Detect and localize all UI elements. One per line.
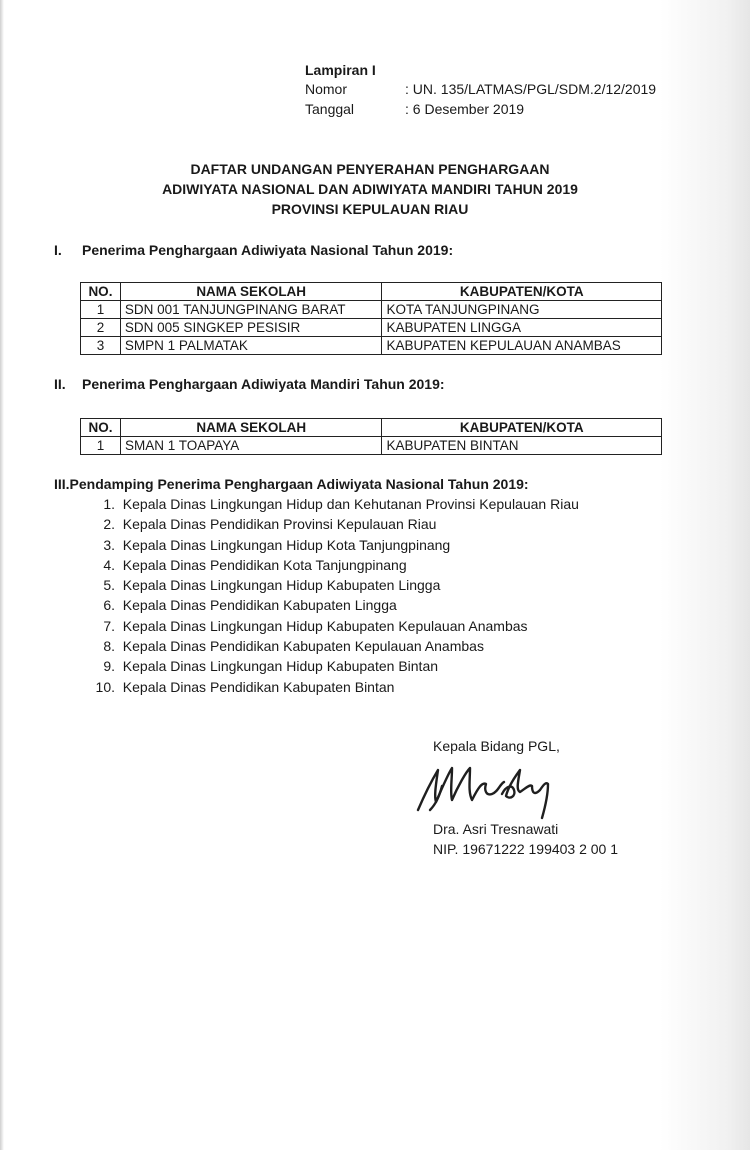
column-header-no: NO. <box>81 283 121 301</box>
list-item <box>88 575 579 595</box>
column-header-nama-sekolah: NAMA SEKOLAH <box>120 419 382 437</box>
list-number: 5. <box>103 577 115 594</box>
column-header-kabupaten-kota: KABUPATEN/KOTA <box>382 283 662 301</box>
title-line-3: PROVINSI KEPULAUAN RIAU <box>271 201 469 217</box>
signatory-position: Kepala Bidang PGL, <box>433 738 560 754</box>
cell-region: KABUPATEN LINGGA <box>382 319 662 337</box>
cell-region: KOTA TANJUNGPINANG <box>382 301 662 319</box>
table-header-row <box>81 419 662 437</box>
list-text: Kepala Dinas Lingkungan Hidup Kota Tanjungpinang <box>122 536 451 553</box>
cell-school: SMAN 1 TOAPAYA <box>120 437 382 455</box>
section-1-title: Penerima Penghargaan Adiwiyata Nasional Tahun 2019: <box>82 242 454 258</box>
cell-school: SMPN 1 PALMATAK <box>120 337 382 355</box>
list-item <box>88 677 579 697</box>
list-item <box>88 656 579 676</box>
list-text: Kepala Dinas Lingkungan Hidup Kabupaten Bintan <box>122 658 439 675</box>
table-header-row <box>81 283 662 301</box>
column-header-nama-sekolah: NAMA SEKOLAH <box>120 283 382 301</box>
section-2-title: Penerima Penghargaan Adiwiyata Mandiri Tahun 2019: <box>82 376 445 392</box>
list-item <box>88 555 579 575</box>
section-1-numeral: I. <box>54 242 62 258</box>
list-text: Kepala Dinas Lingkungan Hidup dan Kehutanan Provinsi Kepulauan Riau <box>122 496 579 512</box>
lampiran-label: Lampiran I <box>305 62 376 78</box>
section-2-heading <box>54 374 445 394</box>
title-line-1: DAFTAR UNDANGAN PENYERAHAN PENGHARGAAN <box>190 161 550 177</box>
table-nasional <box>80 282 662 355</box>
signatory-nip: NIP. 19671222 199403 2 00 1 <box>433 841 619 857</box>
nomor-value: : UN. 135/LATMAS/PGL/SDM.2/12/2019 <box>405 81 657 97</box>
tanggal-value: : 6 Desember 2019 <box>405 101 525 117</box>
list-text: Kepala Dinas Pendidikan Kabupaten Kepulauan Anambas <box>122 638 484 655</box>
list-text: Kepala Dinas Pendidikan Provinsi Kepulauan Riau <box>122 516 437 533</box>
list-number: 3. <box>103 536 115 553</box>
table-row <box>81 337 662 355</box>
list-item <box>88 636 579 656</box>
list-text: Kepala Dinas Pendidikan Kabupaten Lingga <box>122 597 397 614</box>
cell-no: 1 <box>81 301 121 319</box>
title-line-2: ADIWIYATA NASIONAL DAN ADIWIYATA MANDIRI TAHUN 2019 <box>162 181 578 197</box>
list-text: Kepala Dinas Pendidikan Kota Tanjungpinang <box>122 556 407 573</box>
list-number: 6. <box>103 597 115 614</box>
list-number: 2. <box>103 516 115 533</box>
cell-region: KABUPATEN KEPULAUAN ANAMBAS <box>382 337 662 355</box>
list-item <box>88 616 579 636</box>
list-number: 7. <box>103 617 115 634</box>
companion-list <box>88 494 579 697</box>
nomor-label: Nomor <box>305 81 348 97</box>
list-text: Kepala Dinas Lingkungan Hidup Kabupaten Lingga <box>122 577 441 594</box>
cell-region: KABUPATEN BINTAN <box>382 437 662 455</box>
table-row <box>81 437 662 455</box>
column-header-kabupaten-kota: KABUPATEN/KOTA <box>382 419 662 437</box>
list-text: Kepala Dinas Lingkungan Hidup Kabupaten Kepulauan Anambas <box>122 617 528 634</box>
list-number: 8. <box>103 638 115 655</box>
list-number: 9. <box>103 658 115 675</box>
table-row <box>81 319 662 337</box>
list-item <box>88 494 579 514</box>
table-mandiri <box>80 418 662 455</box>
handwritten-signature <box>412 758 582 820</box>
signatory-name: Dra. Asri Tresnawati <box>433 821 559 837</box>
cell-no: 2 <box>81 319 121 337</box>
cell-school: SDN 001 TANJUNGPINANG BARAT <box>120 301 382 319</box>
column-header-no: NO. <box>81 419 121 437</box>
list-item <box>88 514 579 534</box>
cell-school: SDN 005 SINGKEP PESISIR <box>120 319 382 337</box>
list-number: 1. <box>103 496 115 512</box>
section-1-heading <box>54 240 453 260</box>
table-row <box>81 301 662 319</box>
cell-no: 3 <box>81 337 121 355</box>
list-text: Kepala Dinas Pendidikan Kabupaten Bintan <box>122 678 395 695</box>
list-item <box>88 535 579 555</box>
cell-no: 1 <box>81 437 121 455</box>
section-2-numeral: II. <box>54 376 66 392</box>
list-item <box>88 595 579 615</box>
list-number: 10. <box>95 678 115 695</box>
section-3-heading: III.Pendamping Penerima Penghargaan Adiwiyata Nasional Tahun 2019: <box>54 476 529 492</box>
list-number: 4. <box>103 556 115 573</box>
tanggal-label: Tanggal <box>305 101 355 117</box>
